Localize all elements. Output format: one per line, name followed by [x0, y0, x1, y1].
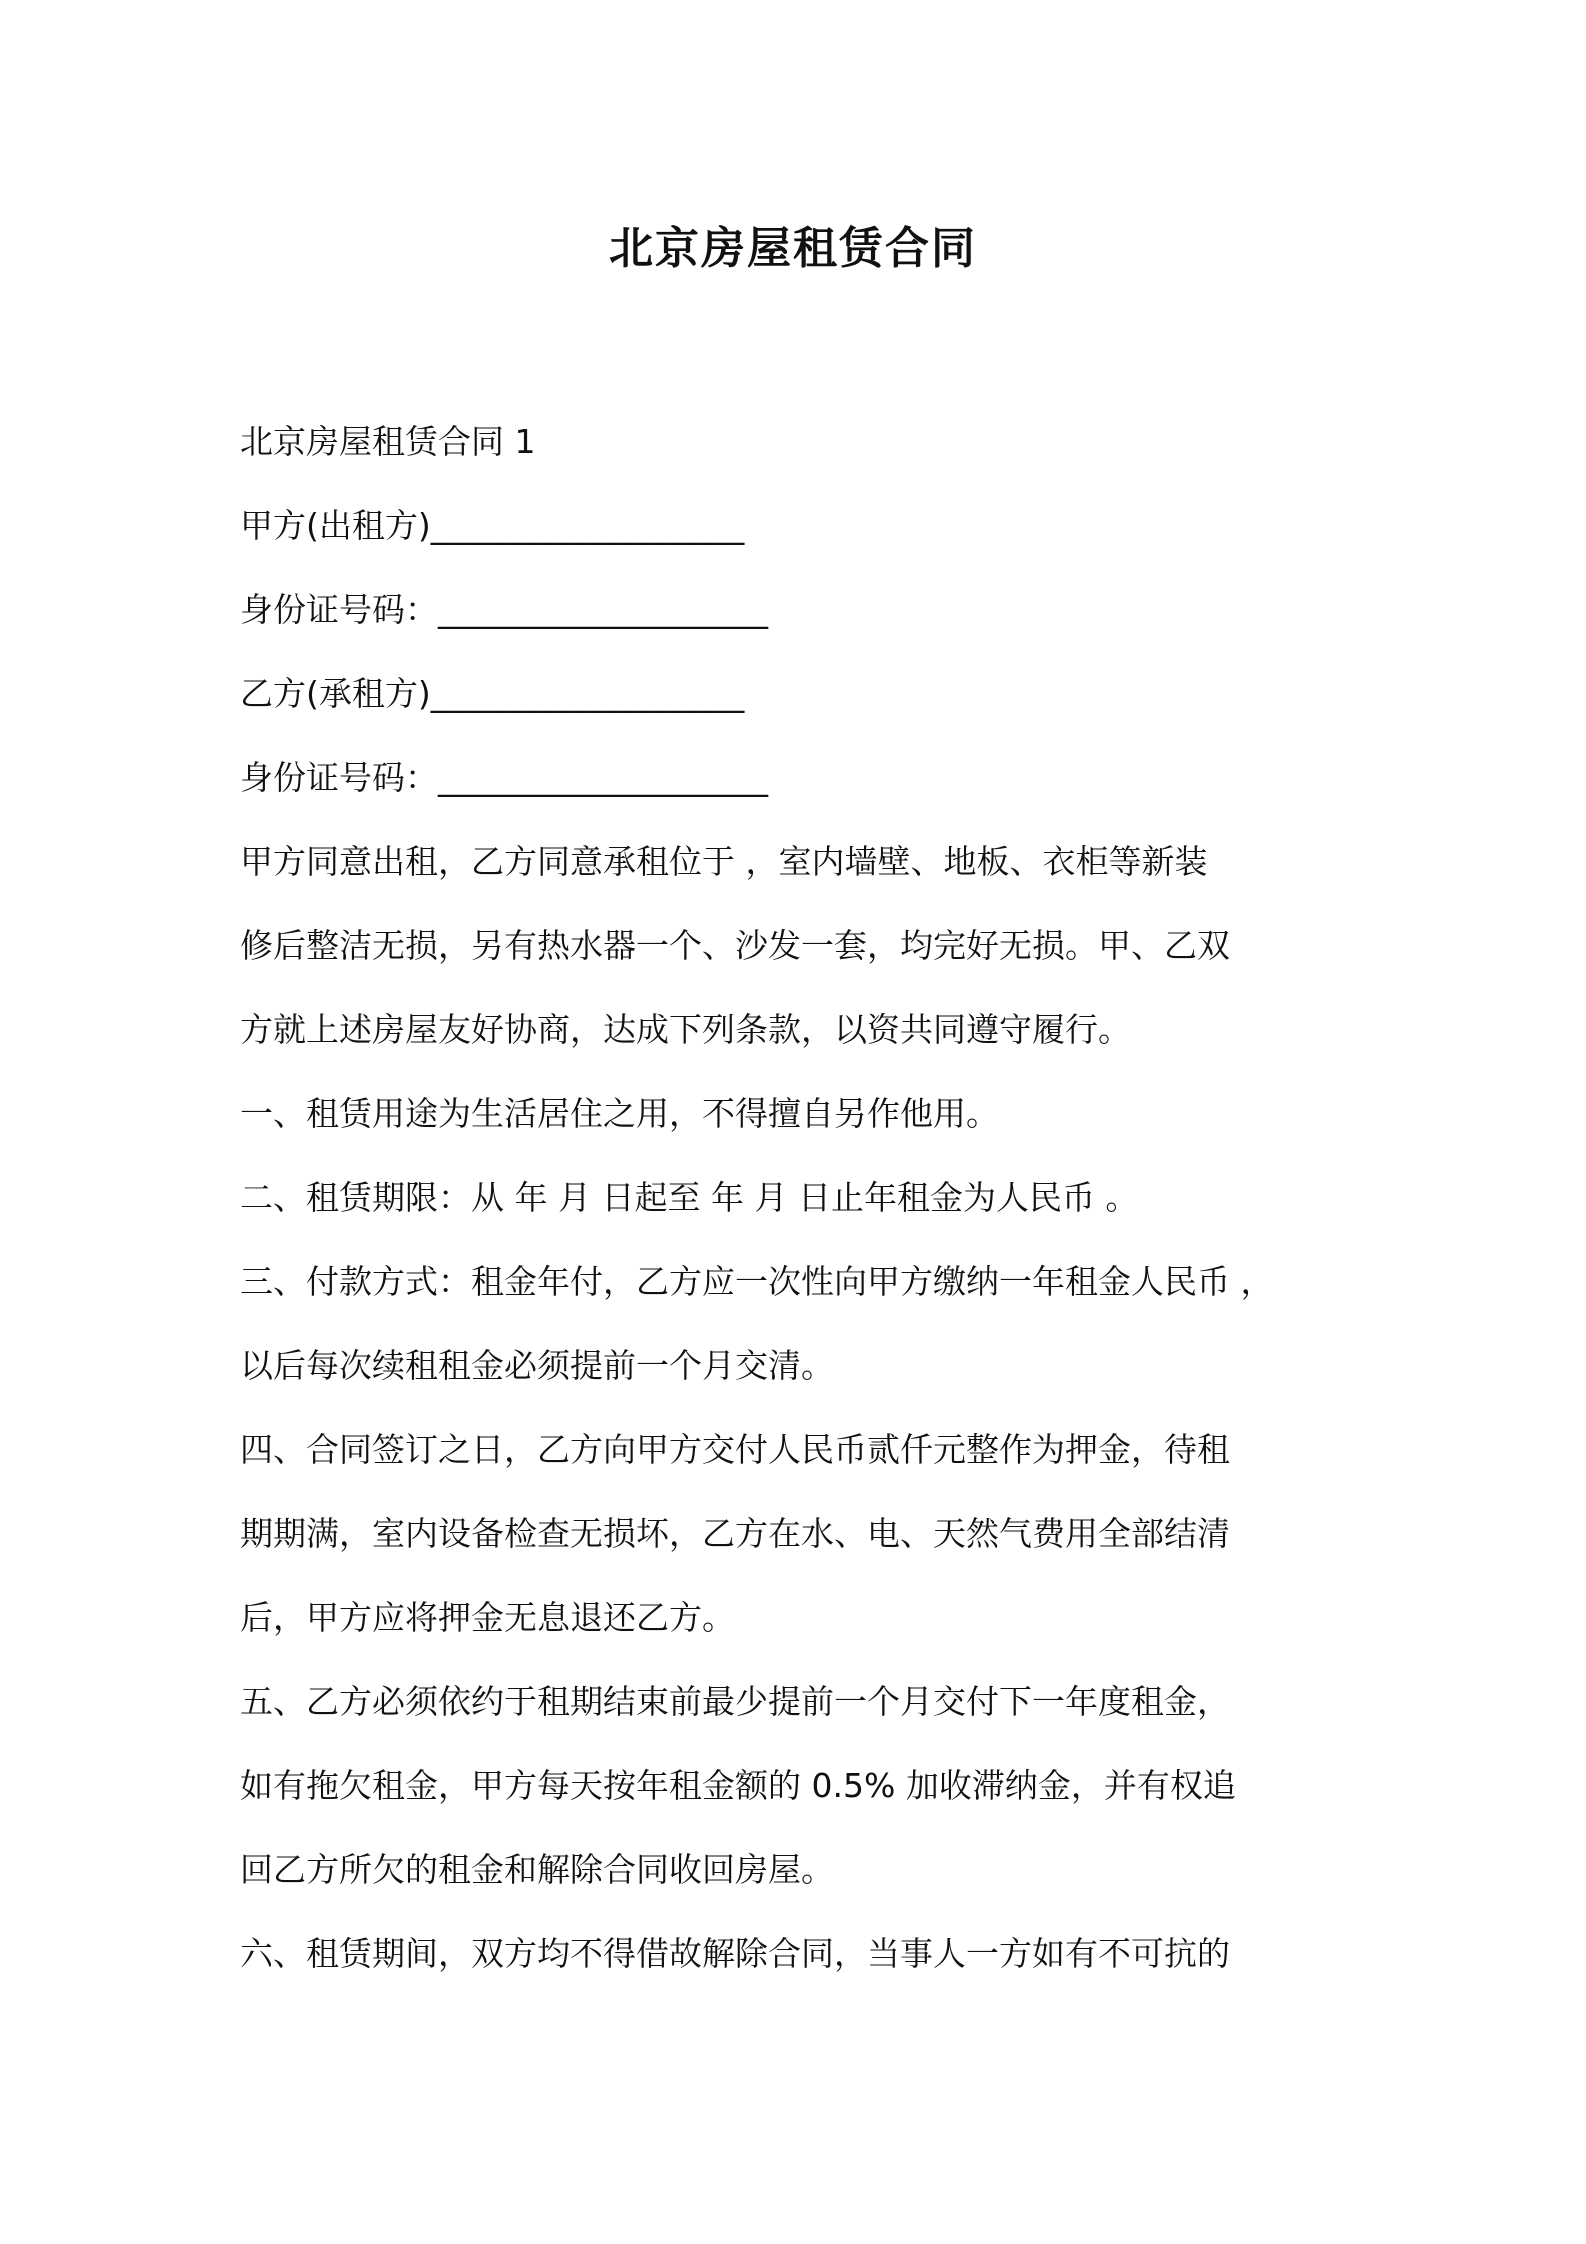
clause-4-line: 后，甲方应将押金无息退还乙方。: [240, 1598, 735, 1637]
intro-line: 方就上述房屋友好协商，达成下列条款，以资共同遵守履行。: [240, 1010, 1131, 1049]
intro-line: 甲方同意出租，乙方同意承租位于 ，室内墙壁、地板、衣柜等新装: [240, 842, 1208, 881]
clause-1: 一、租赁用途为生活居住之用，不得擅自另作他用。: [240, 1094, 999, 1133]
clause-3-line: 以后每次续租租金必须提前一个月交清。: [240, 1346, 834, 1385]
clause-5-line: 回乙方所欠的租金和解除合同收回房屋。: [240, 1850, 834, 1889]
clause-4-line: 期期满，室内设备检查无损坏，乙方在水、电、天然气费用全部结清: [240, 1514, 1230, 1553]
clause-5-line: 如有拖欠租金，甲方每天按年租金额的 0.5% 加收滞纳金，并有权追: [240, 1766, 1236, 1805]
document-title: 北京房屋租赁合同: [609, 223, 977, 274]
party-a-field: 甲方(出租方)___________________: [240, 506, 745, 545]
clause-2: 二、租赁期限：从 年 月 日起至 年 月 日止年租金为人民币 。: [240, 1178, 1139, 1217]
clause-6-line: 六、租赁期间，双方均不得借故解除合同，当事人一方如有不可抗的: [240, 1934, 1230, 1973]
party-b-field: 乙方(承租方)___________________: [240, 674, 745, 713]
contract-subtitle: 北京房屋租赁合同 1: [240, 422, 536, 461]
intro-line: 修后整洁无损，另有热水器一个、沙发一套，均完好无损。甲、乙双: [240, 926, 1230, 965]
clause-3-line: 三、付款方式：租金年付，乙方应一次性向甲方缴纳一年租金人民币 ，: [240, 1262, 1274, 1301]
party-b-id-field: 身份证号码：____________________: [240, 758, 768, 797]
clause-5-line: 五、乙方必须依约于租期结束前最少提前一个月交付下一年度租金，: [240, 1682, 1230, 1721]
party-a-id-field: 身份证号码：____________________: [240, 590, 768, 629]
clause-4-line: 四、合同签订之日，乙方向甲方交付人民币贰仟元整作为押金，待租: [240, 1430, 1230, 1469]
document-body: [240, 400, 1360, 1996]
